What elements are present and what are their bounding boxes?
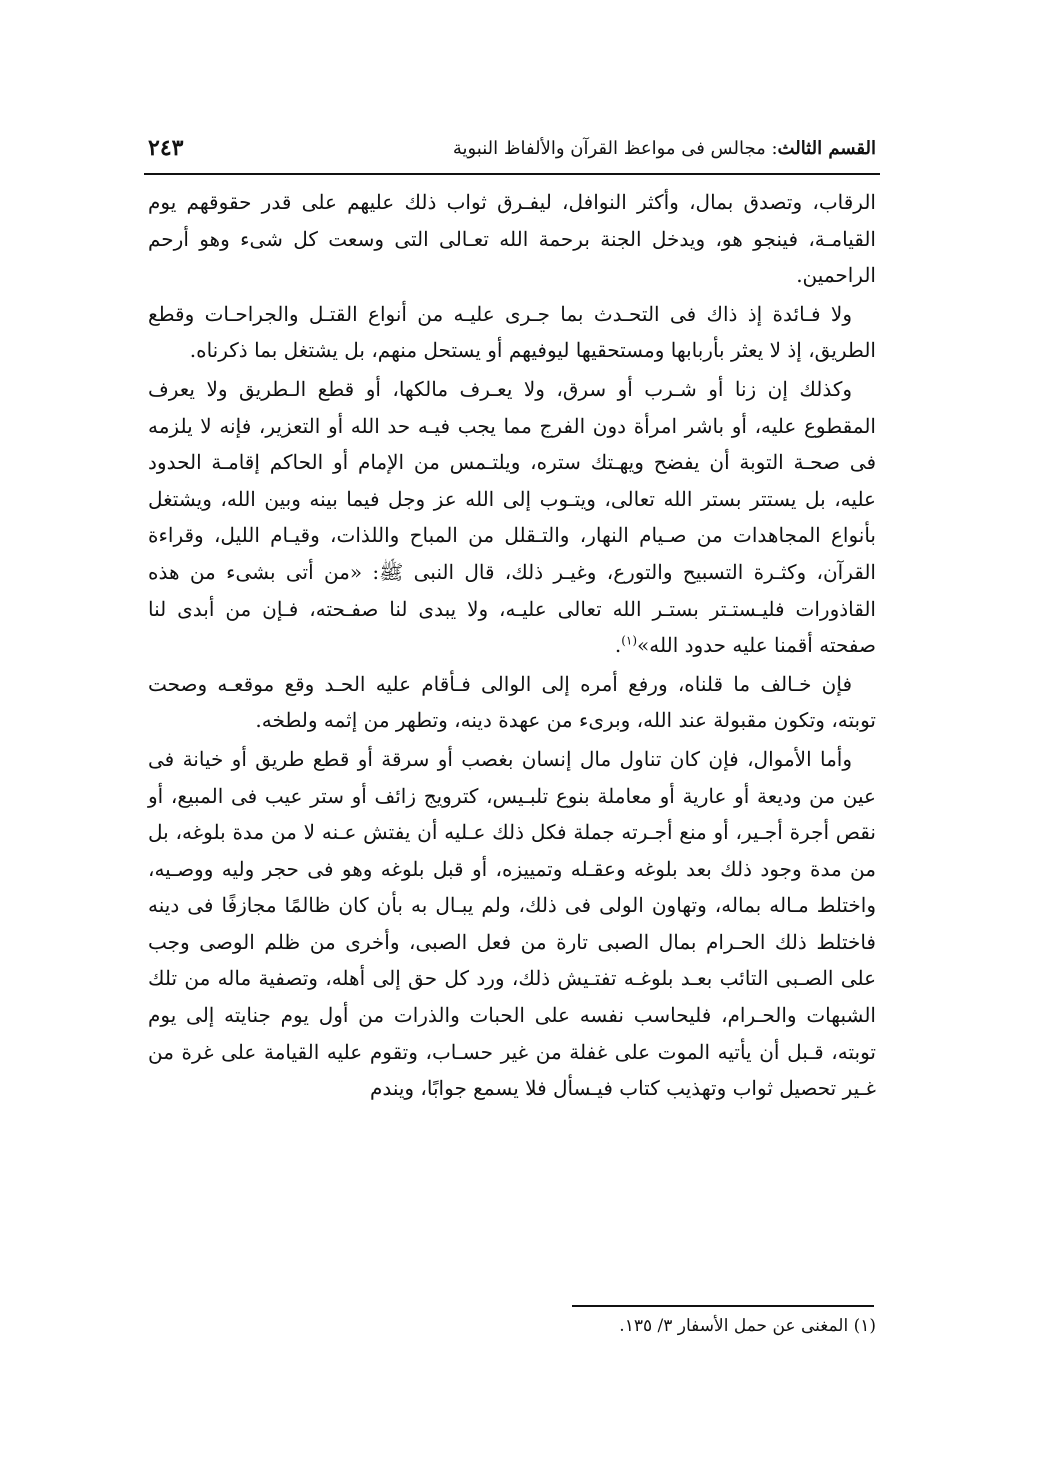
paragraph-4: فإن خـالف ما قلناه، ورفع أمره إلى الوالى فـأقام عليه الحـد وقع موقعـه وصحت توبته، وتكون مقبولة عند الله، وبرىء من عهدة دينه، وتطهر من إثمه ولطخه.: [148, 671, 876, 733]
footnote: (١) المغنى عن حمل الأسفار ٣/ ١٣٥.: [619, 1316, 876, 1336]
header-rule: [144, 173, 880, 175]
page-number: ٢٤٣: [148, 135, 184, 161]
footnote-rule: [572, 1305, 874, 1307]
footnote-marker: (١): [621, 633, 638, 648]
paragraph-1: الرقاب، وتصدق بمال، وأكثر النوافل، ليفـرق ثواب ذلك عليهم على قدر حقوقهم يوم القيامـة، فينجو هو، ويدخل الجنة برحمة الله تعـالى التى وسعت كل شىء وهو أرحم الراحمين.: [148, 190, 876, 288]
running-head: [453, 138, 876, 159]
paragraph-3-closing: .: [614, 633, 622, 658]
page-header: [148, 128, 876, 168]
paragraph-3-text: وكذلك إن زنا أو شـرب أو سرق، ولا يعـرف مالكها، أو قطع الـطريق ولا يعرف المقطوع عليه، أو باشر امرأة دون الفرج مما يجب فيـه حد الله أو التعزير، فإنه لا يلزمه فى صحـة التوبة أن يفضح ويهـتك ستره، ويلتـمس من الإمام أو الحاكم إقامـة الحدود عليه، بل يستتر بستر الله تعالى، ويتـوب إلى الله عز وجل فيما بينه وبين الله، ويشتغل بأنواع المجاهدات من صـيام النهار، والتـقلل من المباح واللذات، وقيـام الليل، وقراءة القرآن، وكثـرة التسبيح والتورع، وغيـر ذلك، قال النبى ﷺ: «من أتى بشىء من هذه القاذورات فليـستـتر بستـر الله تعالى عليـه، ولا يبدى لنا صفـحته، فـإن من أبدى لنا صفحته أقمنا عليه حدود الله»: [148, 376, 877, 658]
section-title: : مجالس فى مواعظ القرآن والألفاظ النبوية: [452, 137, 778, 159]
paragraph-5: وأما الأموال، فإن كان تناول مال إنسان بغصب أو سرقة أو قطع طريق أو خيانة فى عين من وديعة أو عارية أو معاملة بنوع تلبـيس، كترويج زائف أو ستر عيب فى المبيع، أو نقص أجرة أجـير، أو منع أجـرته جملة فكل ذلك عـليه أن يفتش عـنه لا من مدة بلوغه، بل من مدة وجود ذلك بعد بلوغه وعقـله وتمييزه، أو قبل بلوغه وهو فى حجر وليه ووصـيه، واختلط مـاله بماله، وتهاون الولى فى ذلك، ولم يبـال به بأن كان ظالمًا مجازفًا فى دينه فاختلط ذلك الحـرام بمال الصبى تارة من فعل الصبى، وأخرى من ظلم الوصى وجب على الصـبى التائب بعـد بلوغـه تفتـيش ذلك، ورد كل حق إلى أهله، وتصفية ماله من تلك الشبهات والحـرام، فليحاسب نفسه على الحبات والذرات من أول يوم جنايته إلى يوم توبته، قـبل أن يأتيه الموت على غفلة من غير حسـاب، وتقوم عليه القيامة على غرة من غـير تحصيل ثواب وتهذيب كتاب فيـسأل فلا يسمع جوابًا، ويندم: [148, 746, 876, 1101]
main-text: [148, 184, 876, 1109]
paragraph-2: ولا فـائدة إذ ذاك فى التحـدث بما جـرى عليـه من أنواع القتـل والجراحـات وقطع الطريق، إذ لا يعثر بأربابها ومستحقيها ليوفيهم أو يستحل منهم، بل يشتغل بما ذكرناه.: [148, 301, 876, 363]
section-label: القسم الثالث: [777, 137, 876, 159]
paragraph-3: [148, 371, 876, 664]
